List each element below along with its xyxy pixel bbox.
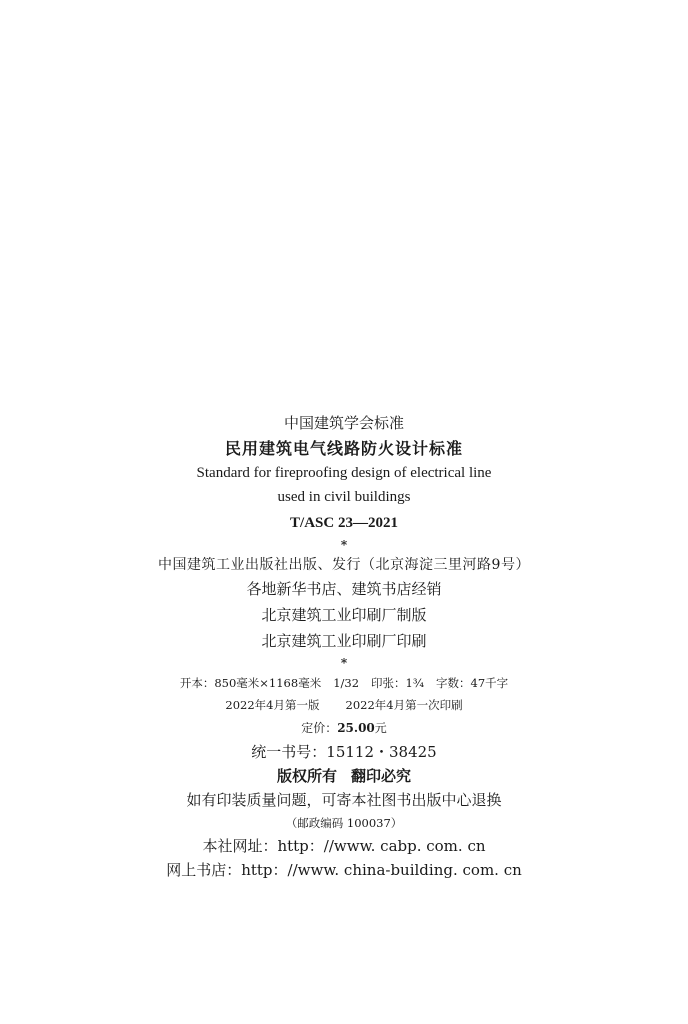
publisher-website: 本社网址：http：//www. cabp. com. cn: [202, 837, 486, 855]
separator-star: *: [340, 538, 348, 552]
series-name: 中国建筑学会标准: [283, 414, 404, 432]
price-label: 定价：: [301, 721, 338, 735]
title-english-line-1: Standard for fireproofing design of electrical line: [196, 465, 492, 481]
printer-line: 北京建筑工业印刷厂印刷: [261, 632, 427, 650]
online-bookstore: 网上书店：http：//www. china-building. com. cn: [166, 861, 522, 879]
publisher-line: 中国建筑工业出版社出版、发行（北京海淀三里河路9号）: [158, 557, 530, 573]
print-specification: [0, 672, 688, 694]
price-line: [0, 716, 688, 740]
reprint-prohibited: 翻印必究: [351, 767, 412, 785]
format-size: 开本：850毫米×1168毫米: [179, 676, 322, 690]
book-number: 统一书号：15112・38425: [251, 743, 437, 761]
price-value: 25.00: [337, 721, 375, 735]
copyright-notice: [0, 764, 688, 788]
title-english-line-2: used in civil buildings: [277, 489, 411, 505]
word-count: 字数：47千字: [436, 676, 509, 690]
quality-notice: 如有印装质量问题，可寄本社图书出版中心退换: [186, 791, 502, 809]
price-unit: 元: [374, 721, 387, 735]
first-printing: 2022年4月第一次印刷: [345, 698, 463, 712]
distributor-line: 各地新华书店、建筑书店经销: [246, 580, 442, 598]
title-chinese: 民用建筑电气线路防火设计标准: [224, 439, 463, 458]
print-sheets: 印张：1¾: [371, 676, 424, 690]
postcode: （邮政编码 100037）: [285, 816, 403, 830]
separator-star: *: [340, 656, 348, 670]
plate-maker-line: 北京建筑工业印刷厂制版: [261, 606, 427, 624]
edition-info: [0, 694, 688, 716]
standard-code: T/ASC 23—2021: [290, 515, 398, 531]
colophon: [0, 410, 688, 882]
first-edition: 2022年4月第一版: [225, 698, 320, 712]
fold-size: 1/32: [333, 676, 360, 690]
rights-reserved: 版权所有: [276, 767, 337, 785]
